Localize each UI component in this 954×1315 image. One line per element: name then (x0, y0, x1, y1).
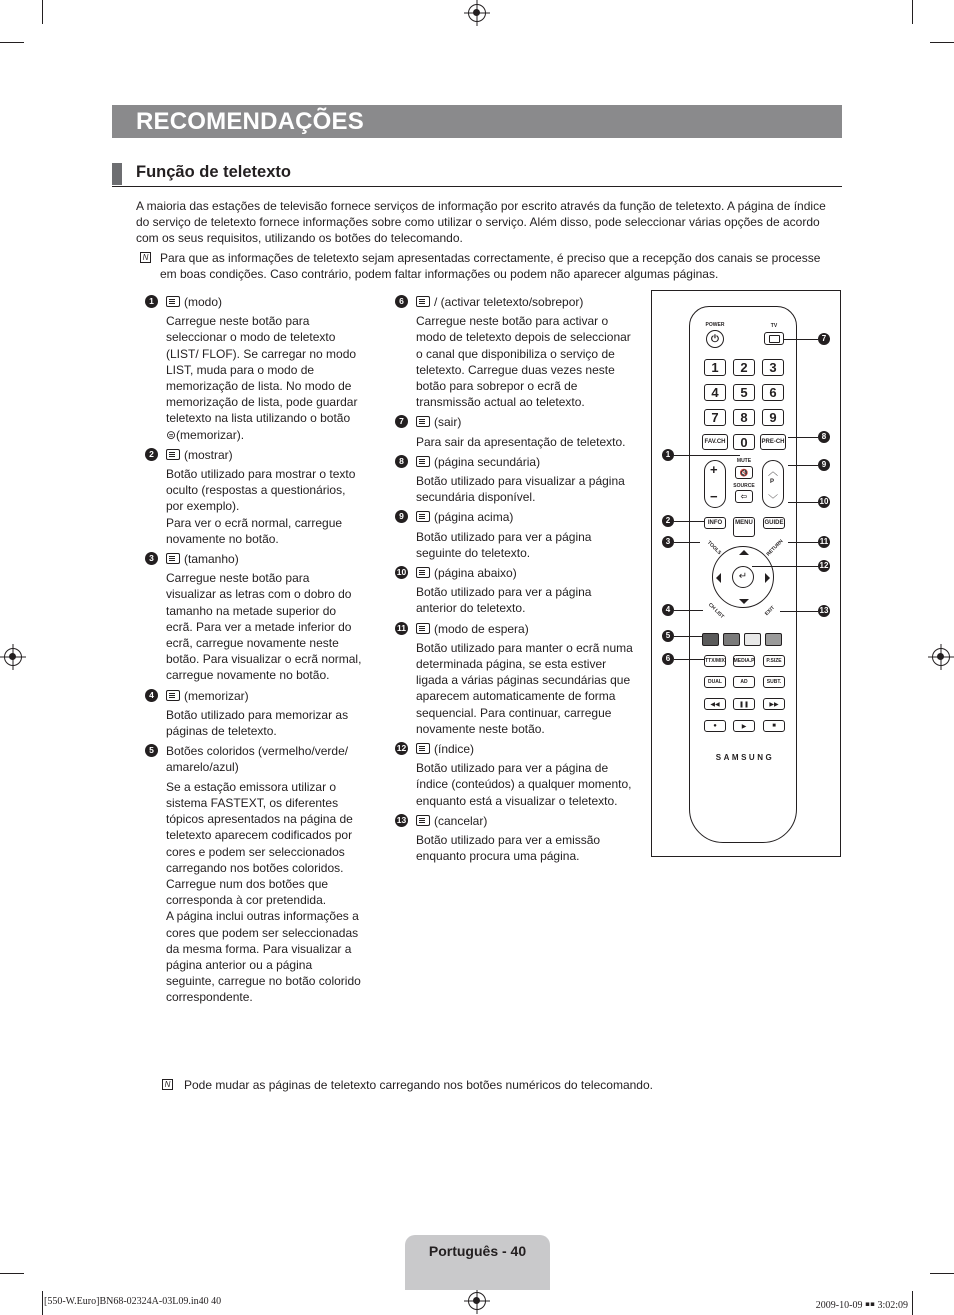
teletext-key-icon (166, 449, 180, 460)
callout-number-badge: 7 (818, 333, 830, 345)
teletext-key-icon (416, 416, 430, 427)
arrow-down-icon[interactable] (739, 599, 749, 604)
callout-number-badge: 2 (662, 515, 674, 527)
callout-line (674, 455, 740, 456)
note-icon: N (140, 252, 151, 263)
item-description: Botão utilizado para ver a emissão enquanto procura uma página. (416, 833, 601, 864)
item-number-badge: 11 (397, 622, 406, 633)
enter-button[interactable]: ↵ (732, 566, 754, 588)
item-description: Carregue num dos botões que corresponda à cor pretendida. (166, 876, 329, 908)
crop-mark (42, 0, 43, 24)
item-heading (166, 294, 362, 310)
callout-number-badge: 11 (819, 537, 829, 546)
crop-mark (912, 0, 913, 24)
teletext-key-icon (166, 690, 180, 701)
teletext-button-item (397, 621, 634, 737)
digit-2-button[interactable]: 2 (733, 359, 755, 376)
menu-button[interactable]: MENU (733, 517, 755, 537)
callout-line (674, 610, 703, 611)
digit-6-button[interactable]: 6 (762, 384, 784, 401)
power-label: POWER (705, 322, 725, 328)
item-description: Carregue neste botão para visualizar as letras com o dobro do tamanho na metade superior do ecrã. Para ver a metade inferior do ecrã, carregue novamente neste botão. Para visualizar o ecrã normal, carregue novamente no botão. (166, 571, 362, 683)
teletext-key-icon (416, 456, 430, 467)
item-heading (166, 551, 362, 567)
teletext-key-icon (416, 743, 430, 754)
callout-number-badge: 6 (662, 653, 674, 665)
item-heading (166, 743, 362, 775)
callout-number-badge: 3 (662, 536, 674, 548)
registration-mark-icon (468, 4, 486, 22)
crop-mark (930, 1273, 954, 1274)
callout-line (788, 502, 818, 503)
brand-logo: SAMSUNG (715, 753, 775, 762)
item-heading-text: (modo de espera) (434, 621, 529, 636)
item-heading-text: (sair) (434, 415, 462, 430)
item-number-badge: 3 (145, 552, 158, 565)
teletext-button-item (149, 743, 362, 1005)
page-number-tab (405, 1235, 550, 1290)
callout-line (674, 659, 704, 660)
page-number: Português - 40 (428, 1243, 527, 1259)
registration-mark-icon (4, 648, 22, 666)
callout-number-badge: 12 (819, 561, 829, 570)
print-timestamp: 2009-10-09 ￭￭ 3:02:09 (815, 1300, 908, 1311)
item-heading (416, 741, 634, 757)
teletext-key-icon (166, 296, 180, 307)
teletext-button-item (399, 414, 634, 449)
digit-1-button[interactable]: 1 (704, 359, 726, 376)
note-text: Pode mudar as páginas de teletexto carregando nos botões numéricos do telecomando. (184, 1078, 653, 1092)
ad-button[interactable]: AD (733, 676, 755, 688)
arrow-up-icon[interactable] (739, 550, 749, 555)
digit-8-button[interactable]: 8 (733, 409, 755, 426)
record-button[interactable]: ● (704, 720, 726, 732)
note-icon: N (162, 1079, 173, 1090)
info-button[interactable]: INFO (704, 517, 726, 529)
callout-line (783, 339, 818, 340)
crop-mark (0, 1273, 24, 1274)
source-button[interactable]: ⇦ (735, 490, 753, 503)
registration-mark-icon (468, 1292, 486, 1310)
tv-label: TV (770, 323, 778, 329)
item-heading-text: (índice) (434, 742, 475, 757)
color-button[interactable] (723, 633, 740, 646)
item-number-badge: 2 (145, 448, 158, 461)
item-number-badge: 13 (396, 814, 407, 825)
item-heading (416, 621, 634, 637)
item-heading (416, 294, 634, 310)
item-description: Para ver o ecrã normal, carregue novamente no botão. (166, 515, 343, 546)
mute-label: MUTE (736, 458, 752, 464)
teletext-key-icon (166, 553, 180, 564)
color-button[interactable] (744, 633, 761, 646)
item-heading (416, 565, 634, 581)
item-description: Botão utilizado para ver a página seguinte do teletexto. (416, 529, 592, 560)
item-heading-text: (página abaixo) (434, 566, 517, 581)
item-description: Botão utilizado para memorizar as páginas de teletexto. (166, 707, 349, 739)
item-heading-text: (página acima) (434, 510, 514, 525)
section-heading (112, 162, 842, 187)
item-number-badge: 7 (395, 415, 408, 428)
item-heading-text: / (activar teletexto/sobrepor) (434, 295, 584, 309)
item-heading (166, 688, 362, 704)
teletext-button-item (396, 565, 634, 617)
item-number-badge: 12 (396, 743, 407, 754)
callout-line (788, 465, 818, 466)
subt-button[interactable]: SUBT. (763, 676, 785, 688)
callout-number-badge: 9 (818, 459, 830, 471)
item-heading (416, 813, 634, 829)
dual-button[interactable]: DUAL (704, 676, 726, 688)
exit-label: EXIT (763, 604, 777, 618)
channel-rocker[interactable]: ︿ P ﹀ (762, 460, 784, 508)
p-size-button[interactable]: P.SIZE (763, 655, 785, 667)
intro-paragraph: A maioria das estações de televisão fornece serviços de informação por escrito através da função de teletexto. A página de índice do serviço de teletexto fornece informações sobre como utilizar o serviço. Além disso, pode seleccionar várias opções de acordo com os seus requisitos, utilizando os botões do telecomando. (136, 199, 826, 246)
teletext-key-icon (416, 623, 430, 634)
item-number-badge: 9 (395, 510, 408, 523)
buttons-list-left (149, 294, 362, 1010)
pre-ch-button[interactable]: PRE-CH (760, 434, 786, 450)
callout-number-badge: 8 (818, 431, 830, 443)
teletext-button-item (399, 454, 634, 506)
item-description: Botão utilizado para visualizar a página secundária disponível. (416, 474, 625, 505)
mute-button[interactable]: 🔇 (735, 466, 753, 479)
return-label: RETURN (765, 538, 785, 558)
item-heading (416, 454, 634, 470)
teletext-button-item (396, 741, 634, 809)
power-button[interactable]: ⏻ (706, 330, 724, 348)
digit-7-button[interactable]: 7 (704, 409, 726, 426)
crop-mark (0, 42, 24, 43)
callout-number-badge: 5 (662, 630, 674, 642)
item-heading (166, 447, 362, 463)
callout-line (674, 636, 702, 637)
item-description: A página inclui outras informações a cores que podem ser seleccionadas da mesma forma. Para visualizar a página anterior ou a página seguinte, carregue no botão colorido correspondente. (166, 909, 361, 1005)
item-description: Botão utilizado para mostrar o texto oculto (respostas a questionários, por exemplo). (166, 467, 356, 514)
stop-button[interactable]: ■ (763, 720, 785, 732)
teletext-button-item (149, 294, 362, 443)
callout-line (674, 521, 704, 522)
item-description: Se a estação emissora utilizar o sistema FASTEXT, os diferentes tópicos apresentados na página de teletexto aparecem codificados por cores e podem ser seleccionados carregando nos botões coloridos. (166, 779, 353, 875)
print-job-label: [550-W.Euro]BN68-02324A-03L09.in40 40 (44, 1296, 222, 1307)
teletext-button-item (149, 447, 362, 547)
callout-number-badge: 4 (662, 604, 674, 616)
callout-line (788, 437, 818, 438)
digit-4-button[interactable]: 4 (704, 384, 726, 401)
pause-button[interactable]: ❚❚ (733, 698, 755, 710)
crop-mark (42, 1291, 43, 1315)
media-p-button[interactable]: MEDIA.P (733, 655, 755, 667)
arrow-left-icon[interactable] (716, 573, 721, 583)
source-label: SOURCE (733, 483, 755, 489)
guide-button[interactable]: GUIDE (763, 517, 785, 529)
section-title: Função de teletexto (136, 163, 291, 181)
play-button[interactable]: ▶ (733, 720, 755, 732)
teletext-key-icon (416, 511, 430, 522)
item-heading (416, 509, 634, 525)
item-heading-text: (cancelar) (434, 813, 488, 828)
item-description: Carregue neste botão para activar o modo de teletexto depois de seleccionar o canal que disponibiliza o serviço de teletexto. Carregue duas vezes neste botão para sobrepor o ecrã de transmissão actual ao teletexto. (416, 314, 631, 410)
teletext-button-item (149, 551, 362, 684)
item-description: Para sair da apresentação de teletexto. (416, 434, 626, 449)
ttx-mix-button[interactable]: TTX/MIX (704, 655, 726, 667)
fast-forward-button[interactable]: ▶▶ (763, 698, 785, 710)
item-description: Botão utilizado para manter o ecrã numa determinada página, se esta estiver ligada a várias páginas secundárias que aparecem automaticamente de forma sequencial. Para continuar, carregue novamente neste botão. (416, 640, 633, 736)
teletext-button-item (399, 509, 634, 561)
arrow-right-icon[interactable] (765, 573, 770, 583)
item-heading-text: (memorizar) (184, 688, 249, 703)
channel-p-label: P (770, 479, 775, 485)
rewind-button[interactable]: ◀◀ (704, 698, 726, 710)
navigation-pad[interactable] (712, 546, 774, 608)
volume-rocker[interactable]: + − (704, 460, 726, 508)
callout-line (752, 566, 818, 567)
item-heading-text: (página secundária) (434, 454, 541, 469)
note-reception (140, 250, 840, 282)
teletext-button-item (396, 813, 634, 865)
item-description: Botão utilizado para ver a página de índice (conteúdos) a qualquer momento, enquanto está a visualizar o teletexto. (416, 761, 632, 808)
item-number-badge: 5 (145, 744, 158, 757)
item-description: Carregue neste botão para seleccionar o modo de teletexto (LIST/ FLOF). Se carregar no modo LIST, muda para o modo de memorização de lista. No modo de memorização de lista, pode guardar teletexto na lista utilizando o botão ⊜(memorizar). (166, 314, 358, 442)
callout-number-badge: 10 (819, 497, 829, 506)
color-button[interactable] (702, 633, 719, 646)
teletext-key-icon (416, 567, 430, 578)
color-button[interactable] (765, 633, 782, 646)
item-heading (416, 414, 634, 430)
item-number-badge: 8 (395, 455, 408, 468)
item-number-badge: 1 (145, 295, 158, 308)
teletext-key-icon (416, 815, 430, 826)
fav-ch-button[interactable]: FAV.CH (702, 434, 728, 450)
registration-mark-icon (932, 648, 950, 666)
callout-line (788, 542, 818, 543)
digit-9-button[interactable]: 9 (762, 409, 784, 426)
item-heading-text: (modo) (184, 295, 223, 309)
item-number-badge: 6 (395, 295, 408, 308)
section-bar (112, 163, 122, 185)
page-title: RECOMENDAÇÕES (112, 105, 842, 138)
crop-mark (930, 42, 954, 43)
callout-number-badge: 1 (662, 449, 674, 461)
buttons-list-right (396, 294, 634, 869)
item-number-badge: 10 (396, 567, 407, 578)
item-heading-text: (mostrar) (184, 447, 233, 462)
item-heading-text: Botões coloridos (vermelho/verde/ amarelo/azul) (166, 744, 349, 775)
teletext-button-item (399, 294, 634, 410)
callout-line (674, 542, 700, 543)
callout-line (780, 611, 818, 612)
callout-number-badge: 13 (819, 606, 829, 615)
teletext-button-item (149, 688, 362, 740)
note-text: Para que as informações de teletexto sejam apresentadas correctamente, é preciso que a recepção dos canais se processe em boas condições. Caso contrário, podem faltar informações ou podem não aparecer algumas páginas. (160, 251, 821, 282)
digit-5-button[interactable]: 5 (733, 384, 755, 401)
digit-3-button[interactable]: 3 (762, 359, 784, 376)
tv-button[interactable] (764, 332, 784, 345)
tools-label: TOOLS (705, 539, 723, 557)
teletext-key-icon (416, 296, 430, 307)
item-heading-text: (tamanho) (184, 552, 239, 567)
crop-mark (912, 1291, 913, 1315)
ch-list-label: CH LIST (706, 601, 725, 620)
digit-0-button[interactable]: 0 (733, 434, 755, 450)
note-numeric-buttons (162, 1077, 842, 1093)
item-number-badge: 4 (145, 689, 158, 702)
item-description: Botão utilizado para ver a página anterior do teletexto. (416, 585, 592, 616)
